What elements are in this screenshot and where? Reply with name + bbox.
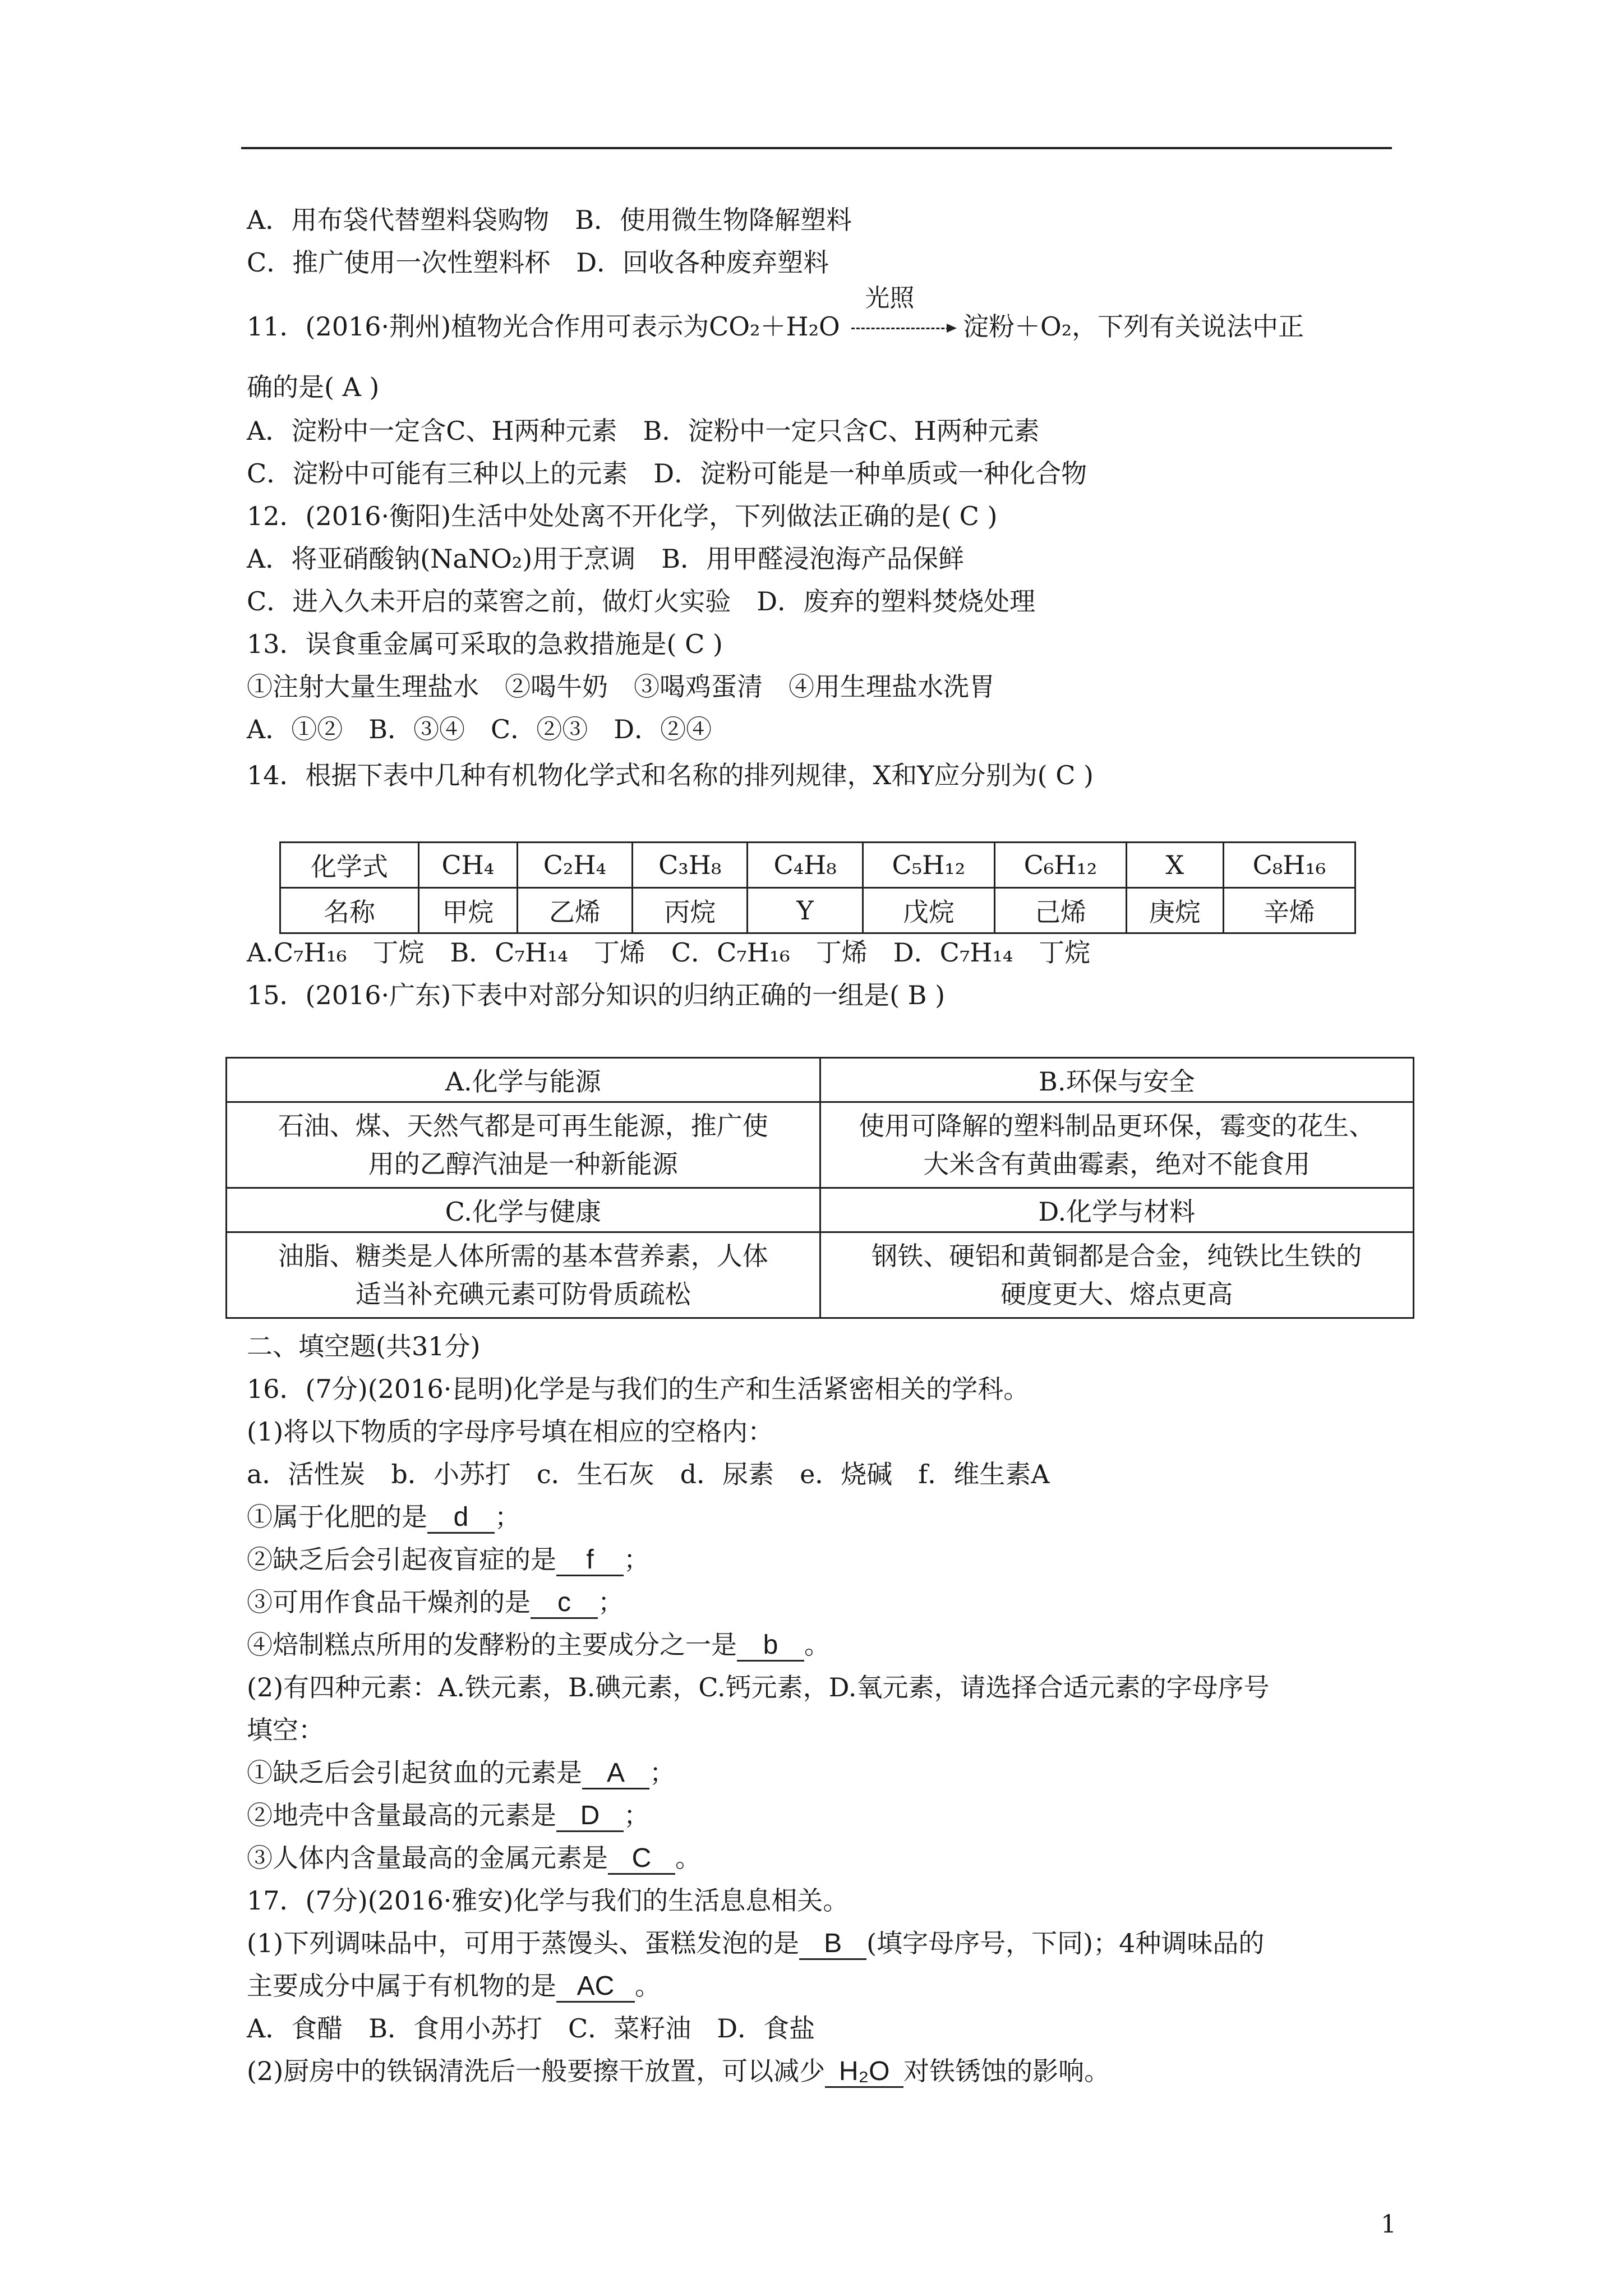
table-cell-d-body <box>820 1232 1414 1318</box>
question-text: ①属于化肥的是 <box>247 1502 427 1532</box>
q11-stem <box>247 284 1304 343</box>
q16-item: ②缺乏后会引起夜盲症的是 f ； <box>247 1543 649 1576</box>
table-cell-d-title: D.化学与材料 <box>820 1188 1414 1232</box>
table-row <box>280 888 1355 933</box>
table-cell-c-body <box>227 1232 820 1318</box>
q16-part-2: (2)有四种元素：A.铁元素，B.碘元素，C.钙元素，D.氧元素，请选择合适元素的字母序号 <box>247 1672 1270 1703</box>
q16-item: ③可用作食品干燥剂的是 c ； <box>247 1585 624 1619</box>
q16-part-2-cont: 填空： <box>247 1715 324 1745</box>
question-text: 主要成分中属于有机物的是 <box>247 1971 556 2001</box>
table-cell: Y <box>748 888 863 933</box>
cell-line: 石油、煤、天然气都是可再生能源，推广使 <box>278 1111 768 1141</box>
cell-line: 使用可降解的塑料制品更环保，霉变的花生、 <box>859 1111 1375 1141</box>
cell-line: 大米含有黄曲霉素，绝对不能食用 <box>923 1149 1311 1179</box>
table-row <box>227 1232 1414 1318</box>
section-heading: 二、填空题(共31分) <box>247 1331 481 1361</box>
q16-part-1-options: a．活性炭 b．小苏打 c．生石灰 d．尿素 e．烧碱 f．维生素A <box>247 1459 1050 1489</box>
q11-stem-line-2: 确的是( A ) <box>247 372 380 402</box>
cell-line: 适当补充碘元素可防骨质疏松 <box>355 1279 691 1309</box>
table-cell-a-body <box>227 1102 820 1188</box>
q16-item: ②地壳中含量最高的元素是 D ； <box>247 1798 649 1832</box>
table-cell: 甲烷 <box>419 888 518 933</box>
table-row <box>227 1188 1414 1232</box>
answer-blank: A <box>582 1759 649 1789</box>
arrow-icon <box>851 328 955 329</box>
table-cell: C₃H₈ <box>633 843 748 888</box>
question-text: (2)厨房中的铁锅清洗后一般要擦干放置，可以减少 <box>247 2056 826 2086</box>
answer-blank: C <box>608 1844 675 1875</box>
q12-stem: 12．(2016·衡阳)生活中处处离不开化学，下列做法正确的是( C ) <box>247 501 998 531</box>
table-cell: 辛烯 <box>1223 888 1355 933</box>
answer-blank: H₂O <box>825 2057 903 2088</box>
answer-blank: AC <box>556 1972 635 2003</box>
answer-blank: d <box>427 1503 495 1534</box>
q17-options: A．食醋 B．食用小苏打 C．菜籽油 D．食盐 <box>247 2013 815 2044</box>
q11-stem-after: 淀粉＋O₂，下列有关说法中正 <box>962 311 1304 342</box>
table-cell: 庚烷 <box>1127 888 1224 933</box>
q16-item: ④焙制糕点所用的发酵粉的主要成分之一是 b 。 <box>247 1628 830 1662</box>
table-cell: 己烯 <box>994 888 1126 933</box>
q16-item: ①缺乏后会引起贫血的元素是 A ； <box>247 1756 675 1789</box>
cell-line: 用的乙醇汽油是一种新能源 <box>368 1149 678 1179</box>
q17-stem: 17．(7分)(2016·雅安)化学与我们的生活息息相关。 <box>247 1885 849 1916</box>
page-number: 1 <box>1381 2210 1396 2239</box>
question-text: (1)下列调味品中，可用于蒸馒头、蛋糕发泡的是 <box>247 1928 800 1958</box>
question-text: ③人体内含量最高的金属元素是 <box>247 1843 608 1873</box>
answer-blank: f <box>556 1545 624 1576</box>
q13-items: ①注射大量生理盐水 ②喝牛奶 ③喝鸡蛋清 ④用生理盐水洗胃 <box>247 671 995 702</box>
table-cell: C₈H₁₆ <box>1223 843 1355 888</box>
table-row <box>227 1102 1414 1188</box>
q13-stem: 13．误食重金属可采取的急救措施是( C ) <box>247 629 723 659</box>
table-cell: CH₄ <box>419 843 518 888</box>
table-row <box>280 843 1355 888</box>
table-cell: 丙烷 <box>633 888 748 933</box>
table-row <box>227 1058 1414 1102</box>
question-text: (填字母序号，下同)；4种调味品的 <box>866 1928 1265 1958</box>
q11-option-line-2: C．淀粉中可能有三种以上的元素 D．淀粉可能是一种单质或一种化合物 <box>247 458 1087 489</box>
reaction-condition: 光照 <box>865 284 915 312</box>
header-rule <box>241 147 1392 149</box>
table-cell: 名称 <box>280 888 419 933</box>
q10-option-line-2: C．推广使用一次性塑料杯 D．回收各种废弃塑料 <box>247 247 829 278</box>
table-cell-c-title: C.化学与健康 <box>227 1188 820 1232</box>
q11-option-line-1: A．淀粉中一定含C、H两种元素 B．淀粉中一定只含C、H两种元素 <box>247 416 1040 446</box>
question-text: ③可用作食品干燥剂的是 <box>247 1587 531 1617</box>
question-text: 对铁锈蚀的影响。 <box>903 2056 1110 2086</box>
question-text: ①缺乏后会引起贫血的元素是 <box>247 1757 582 1788</box>
table-cell: 乙烯 <box>517 888 632 933</box>
q17-part-1-line-2: 主要成分中属于有机物的是 AC 。 <box>247 1969 661 2003</box>
table-cell: 戊烷 <box>863 888 994 933</box>
reaction-condition-arrow <box>848 284 955 343</box>
q12-option-line-2: C．进入久未开启的菜窖之前，做灯火实验 D．废弃的塑料焚烧处理 <box>247 586 1036 616</box>
q14-options: A.C₇H₁₆ 丁烷 B．C₇H₁₄ 丁烯 C．C₇H₁₆ 丁烯 D．C₇H₁₄ 丁烷 <box>247 937 1091 968</box>
q16-part-1: (1)将以下物质的字母序号填在相应的空格内： <box>247 1416 774 1447</box>
answer-blank: B <box>799 1929 866 1960</box>
table-cell-b-body <box>820 1102 1414 1188</box>
table-cell: 化学式 <box>280 843 419 888</box>
q17-part-1 <box>247 1926 1264 1960</box>
question-text: ④焙制糕点所用的发酵粉的主要成分之一是 <box>247 1630 737 1660</box>
table-cell: X <box>1127 843 1224 888</box>
answer-blank: D <box>556 1801 624 1832</box>
q12-option-line-1: A．将亚硝酸钠(NaNO₂)用于烹调 B．用甲醛浸泡海产品保鲜 <box>247 544 964 574</box>
question-text: ②缺乏后会引起夜盲症的是 <box>247 1544 556 1575</box>
question-text: ②地壳中含量最高的元素是 <box>247 1800 556 1830</box>
table-cell: C₂H₄ <box>517 843 632 888</box>
q11-stem-before: 11．(2016·荆州)植物光合作用可表示为CO₂＋H₂O <box>247 311 840 342</box>
q16-item: ③人体内含量最高的金属元素是 C 。 <box>247 1841 701 1875</box>
answer-blank: b <box>737 1631 804 1662</box>
q13-options: A．①② B．③④ C．②③ D．②④ <box>247 714 712 744</box>
table-cell-a-title: A.化学与能源 <box>227 1058 820 1102</box>
q16-stem: 16．(7分)(2016·昆明)化学是与我们的生产和生活紧密相关的学科。 <box>247 1374 1030 1404</box>
table-cell-b-title: B.环保与安全 <box>820 1058 1414 1102</box>
q17-part-2 <box>247 2054 1110 2088</box>
cell-line: 硬度更大、熔点更高 <box>1000 1279 1233 1309</box>
q14-table <box>279 841 1356 934</box>
q15-stem: 15．(2016·广东)下表中对部分知识的归纳正确的一组是( B ) <box>247 980 946 1010</box>
table-cell: C₆H₁₂ <box>994 843 1126 888</box>
answer-blank: c <box>531 1588 598 1619</box>
cell-line: 钢铁、硬铝和黄铜都是合金，纯铁比生铁的 <box>872 1241 1362 1271</box>
cell-line: 油脂、糖类是人体所需的基本营养素，人体 <box>278 1241 768 1271</box>
table-cell: C₄H₈ <box>748 843 863 888</box>
table-cell: C₅H₁₂ <box>863 843 994 888</box>
q10-option-line-1: A．用布袋代替塑料袋购物 B．使用微生物降解塑料 <box>247 205 852 235</box>
q16-item: ①属于化肥的是 d ； <box>247 1500 520 1534</box>
q14-stem: 14．根据下表中几种有机物化学式和名称的排列规律，X和Y应分别为( C ) <box>247 760 1094 790</box>
q15-table <box>225 1057 1414 1319</box>
